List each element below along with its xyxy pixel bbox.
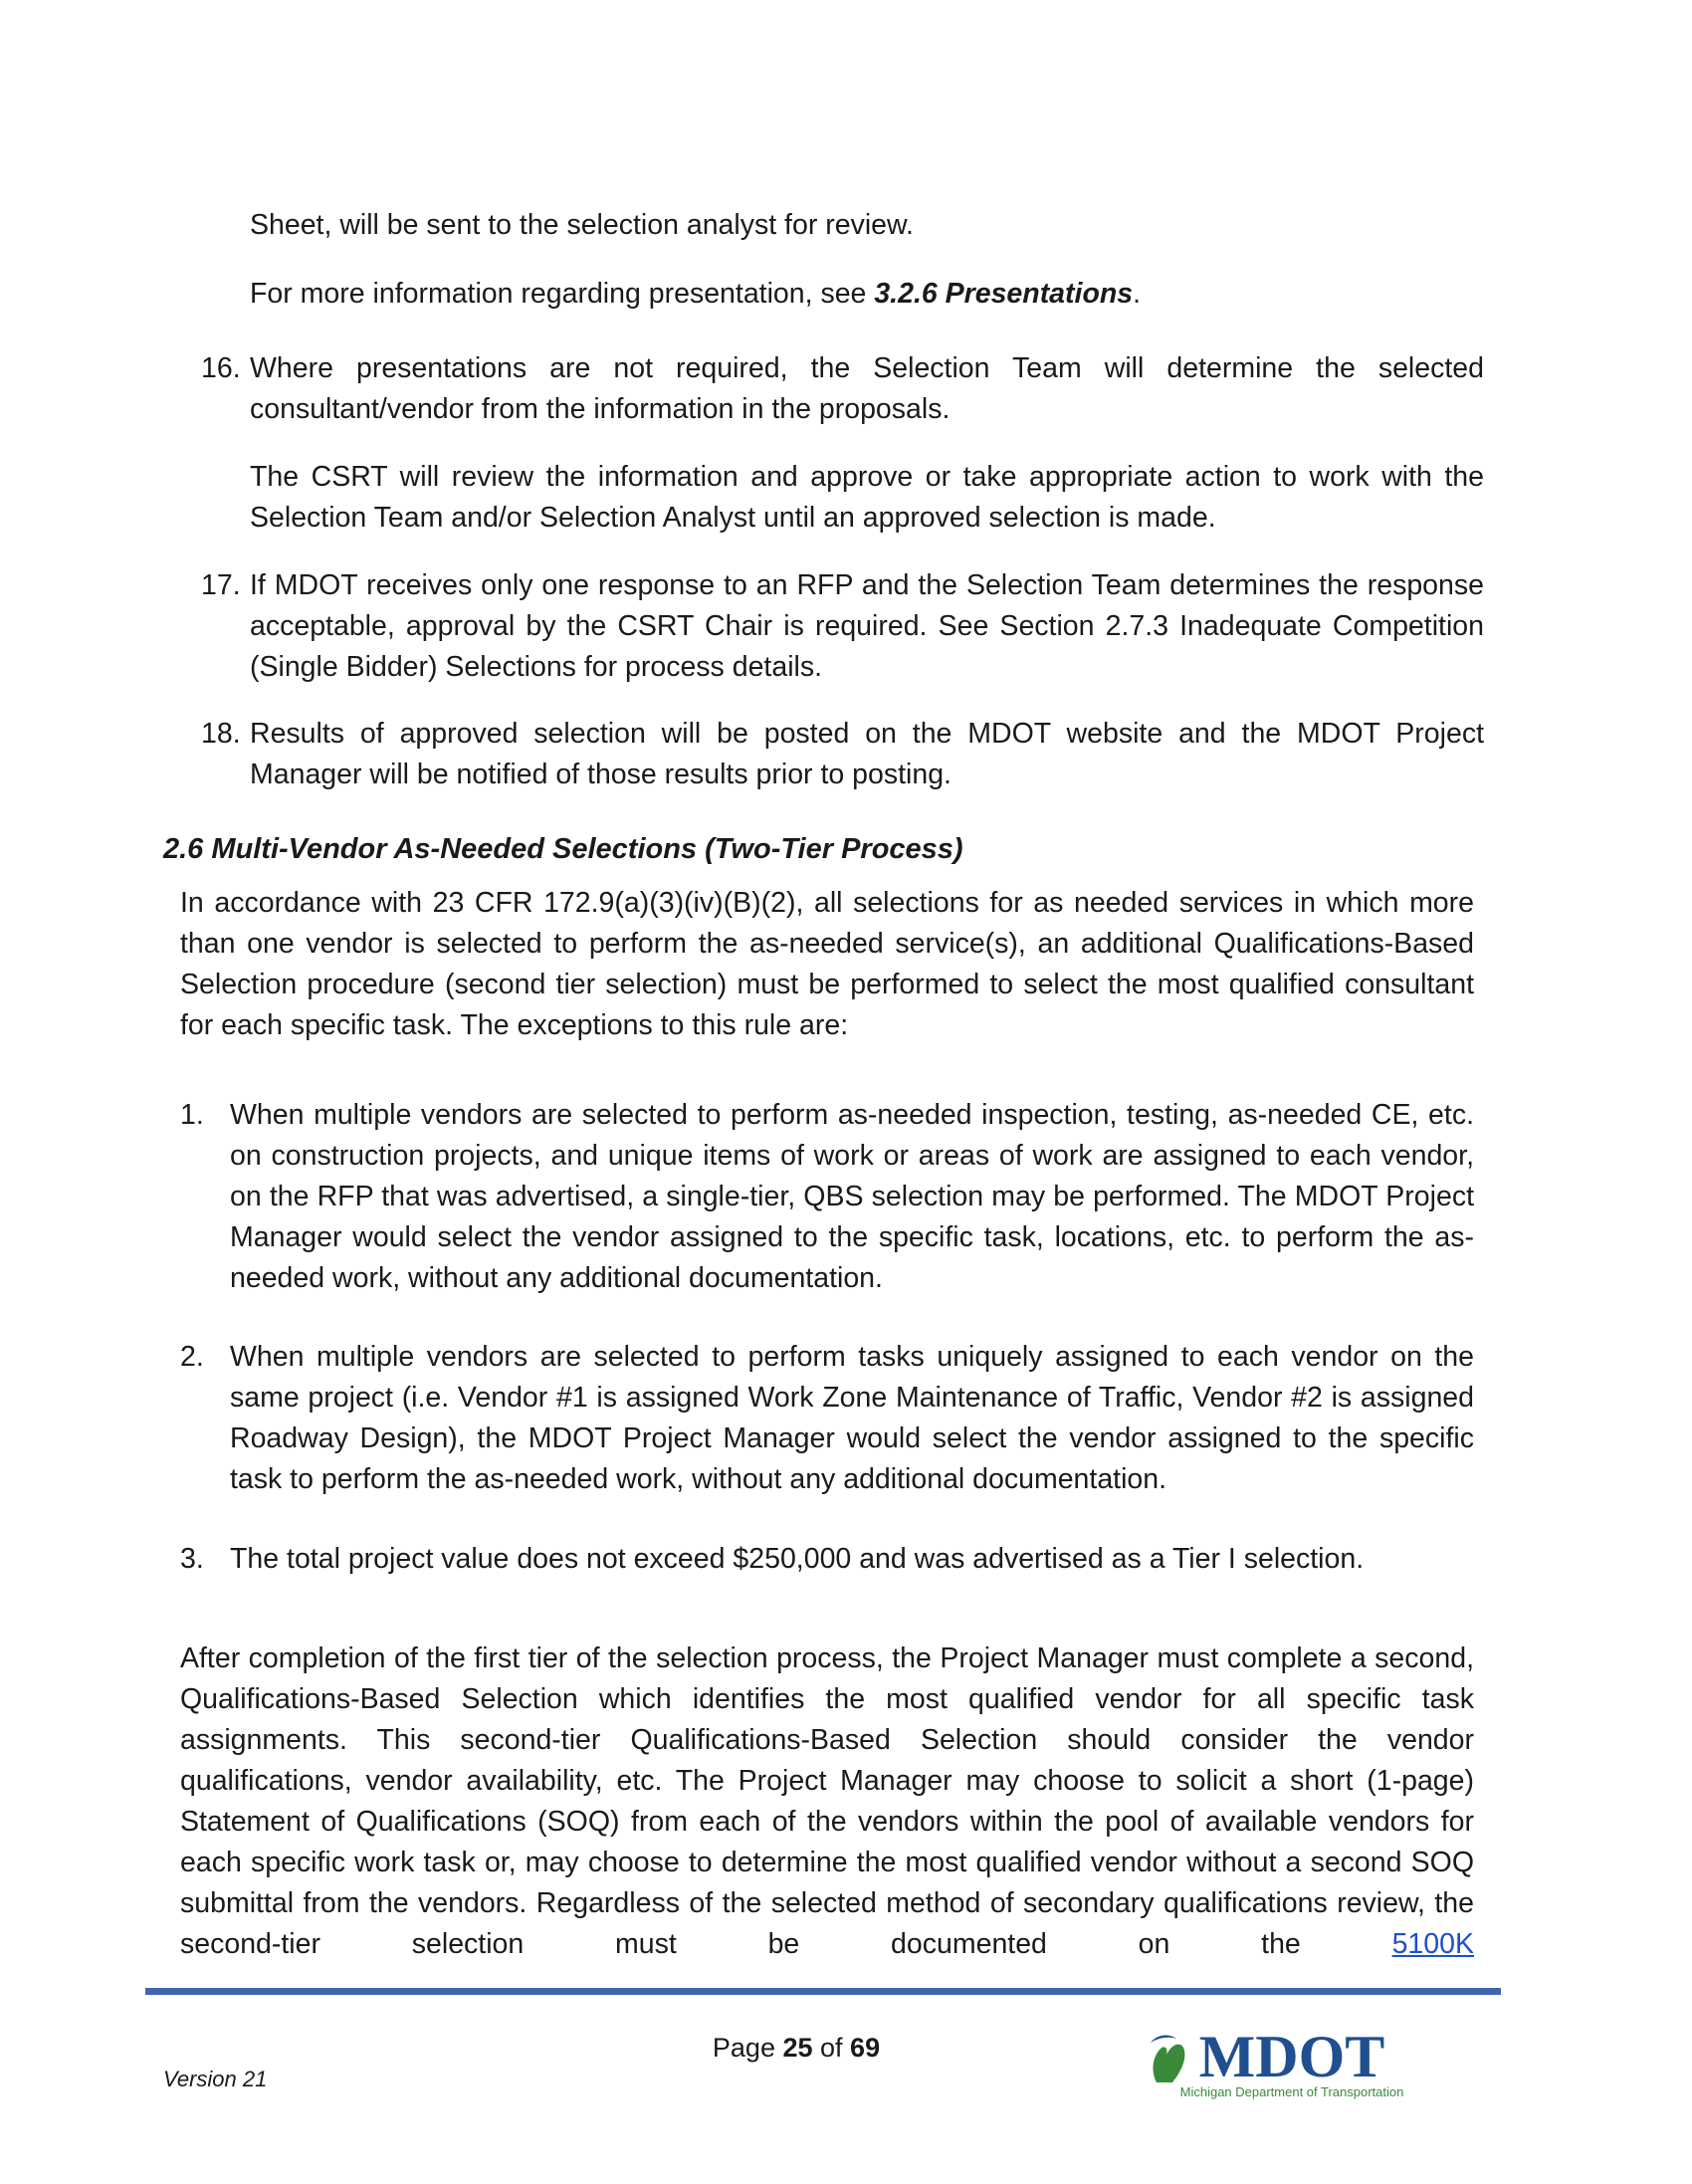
- presentation-note: [250, 274, 1484, 315]
- exception-number: 1.: [180, 1099, 204, 1131]
- item-paragraph: Where presentations are not required, the Selection Team will determine the selected consultant/vendor from the information in the proposals.: [250, 352, 1484, 425]
- item-number: 17.: [201, 569, 241, 601]
- logo-subtitle: Michigan Department of Transportation: [1179, 2084, 1404, 2099]
- mdot-logo: [1143, 2021, 1441, 2100]
- section-heading: 2.6 Multi-Vendor As-Needed Selections (Two-Tier Process): [163, 833, 963, 865]
- section-intro: In accordance with 23 CFR 172.9(a)(3)(iv)(B)(2), all selections for as needed services in which more than one vendor is selected to perform the as-needed service(s), an additional Qualifications-Based Selection procedure (second tier selection) must be performed to select the most qualified consultant for each specific task. The exceptions to this rule are:: [180, 887, 1474, 1041]
- presentation-note-suffix: .: [1133, 278, 1142, 310]
- exception-number: 2.: [180, 1341, 204, 1373]
- exception-text: The total project value does not exceed $250,000 and was advertised as a Tier I selection.: [230, 1543, 1365, 1575]
- page-of: of: [812, 2033, 851, 2063]
- exception-text: When multiple vendors are selected to perform as-needed inspection, testing, as-needed CE, etc. on construction projects, and unique items of work or areas of work are assigned to each vendor, on the RFP that was advertised, a single-tier, QBS selection may be performed. The MDOT Project Manager would select the vendor assigned to the specific task, locations, etc. to perform the as-needed work, without any additional documentation.: [230, 1099, 1474, 1294]
- presentation-note-prefix: For more information regarding presentation, see: [250, 278, 875, 310]
- exception-number: 3.: [180, 1543, 204, 1575]
- item-paragraph: If MDOT receives only one response to an RFP and the Selection Team determines the response acceptable, approval by the CSRT Chair is required. See Section 2.7.3 Inadequate Competition (Single Bidder) Selections for process details.: [250, 569, 1484, 683]
- page-total: 69: [850, 2033, 881, 2063]
- presentation-reference: 3.2.6 Presentations: [874, 278, 1134, 310]
- item-paragraph: The CSRT will review the information and approve or take appropriate action to work with the Selection Team and/or Selection Analyst until an approved selection is made.: [250, 461, 1484, 534]
- closing-paragraph: [180, 1638, 1474, 1965]
- page-label: Page: [712, 2033, 783, 2063]
- michigan-mitten-icon: [1154, 2045, 1185, 2082]
- item-number: 16.: [201, 352, 241, 384]
- item-number: 18.: [201, 718, 241, 750]
- version-label: Version 21: [163, 2067, 268, 2091]
- form-5100k-link[interactable]: 5100K: [1391, 1928, 1474, 1960]
- continuation-text: Sheet, will be sent to the selection analyst for review.: [250, 209, 914, 241]
- closing-paragraph-text: After completion of the first tier of the selection process, the Project Manager must complete a second, Qualifications-Based Selection which identifies the most qualified vendor for all specific task assignments. This second-tier Qualifications-Based Selection should consider the vendor qualifications, vendor availability, etc. The Project Manager may choose to solicit a short (1-page) Statement of Qualifications (SOQ) from each of the vendors within the pool of available vendors for each specific work task or, may choose to determine the most qualified vendor without a second SOQ submittal from the vendors. Regardless of the selected method of secondary qualifications review, the second-tier selection must be documented on the: [180, 1642, 1474, 1960]
- exception-text: When multiple vendors are selected to perform tasks uniquely assigned to each vendor on the same project (i.e. Vendor #1 is assigned Work Zone Maintenance of Traffic, Vendor #2 is assigned Roadway Design), the MDOT Project Manager would select the vendor assigned to the specific task to perform the as-needed work, without any additional documentation.: [230, 1341, 1474, 1495]
- footer-rule: [145, 1988, 1501, 1995]
- page-current: 25: [782, 2033, 813, 2063]
- item-paragraph: Results of approved selection will be posted on the MDOT website and the MDOT Project Manager will be notified of those results prior to posting.: [250, 718, 1484, 790]
- logo-text: MDOT: [1198, 2024, 1385, 2089]
